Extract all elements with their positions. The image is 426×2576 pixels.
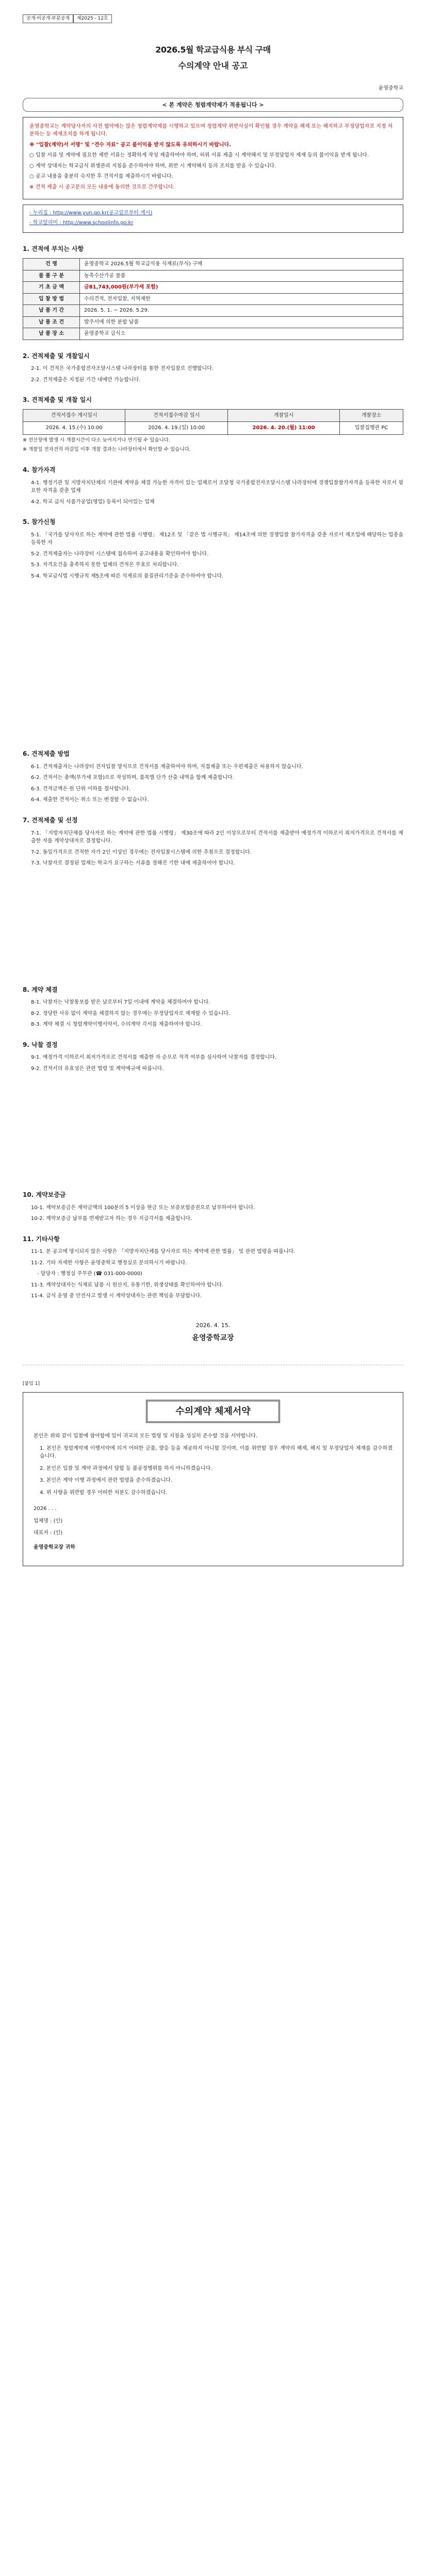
- blank-space: [23, 583, 403, 738]
- notice-line: ※ "입찰(계약)서 서명" 및 "견수 자료" 공고 불이익을 받지 않도록 유의하시기 바랍니다.: [29, 142, 231, 148]
- notice-line: ○ 계약 상대자는 학교급식 위생관리 지침을 준수하여야 하며, 위반 시 계약해지 등의 조치를 받을 수 있습니다.: [29, 163, 276, 169]
- pledge-company: 업체명 : (인): [34, 1518, 63, 1524]
- pledge-form-body: [23, 1428, 403, 1566]
- page-title: 2026.5월 학교급식용 부식 구매: [155, 44, 271, 55]
- section-4-heading: 4. 참가자격: [23, 466, 56, 474]
- section-8-line: 8-2. 정당한 사유 없이 계약을 체결하지 않는 경우에는 부정당업자로 제재할 수 있습니다.: [31, 1010, 231, 1016]
- section-7-line: 7-1. 「지방자치단체를 당사자로 하는 계약에 관한 법률 시행령」 제30조에 따라 2인 이상으로부터 견적서를 제출받아 예정가격 이하로서 최저가격으로 견적서를 제출한 자를 계약상대자로 결정합니다.: [31, 830, 403, 844]
- section-6-line: 6-3. 견적금액은 원 단위 이하를 절사합니다.: [31, 786, 131, 792]
- section-6-heading: 6. 견적제출 방법: [23, 750, 70, 758]
- integrity-notice-box: [23, 117, 403, 200]
- table-header-row: 견적서접수 개시일시 견적서접수마감 일시 개찰일시 개찰장소: [23, 409, 403, 422]
- tag-doc-number: 제2025 - 12호: [73, 14, 112, 23]
- section-4-line: 4-1. 행정기관 및 지방자치단체의 기관에 계약을 체결 가능한 자격이 있는 업체로서 조달청 국가종합전자조달시스템 나라장터에 경쟁입찰참가자격을 등록한 자로서 필요한 자격을 갖춘 업체: [31, 480, 403, 494]
- section-11-line: - 담당자 : 행정실 주무관 (☎ 031-000-0000): [37, 1271, 143, 1277]
- sign-org: 윤영중학교장: [192, 1333, 234, 1342]
- notice-line: ○ 공고 내용을 충분히 숙지한 후 견적서를 제출하시기 바랍니다.: [29, 174, 173, 180]
- integrity-notice-heading: < 본 계약은 청렴계약제가 적용됩니다 >: [23, 98, 403, 112]
- section-11-line: 11-3. 계약상대자는 식재료 납품 시 원산지, 유통기한, 위생상태를 확인하여야 합니다.: [31, 1282, 224, 1288]
- pledge-form-title: 수의계약 체제서약: [146, 1400, 280, 1423]
- section-7-line: 7-2. 동일가격으로 견적한 자가 2인 이상인 경우에는 전자입찰시스템에 의한 추첨으로 결정합니다.: [31, 849, 252, 855]
- table-row: 기 초 금 액 금81,743,000원(부가세 포함): [23, 282, 403, 294]
- section-11-line: 11-1. 본 공고에 명시되지 않은 사항은 「지방자치단체를 당사자로 하는 계약에 관한 법률」 및 관련 법령을 따릅니다.: [31, 1249, 296, 1255]
- section-5-line: 5-2. 견적제출자는 나라장터 시스템에 접속하여 공고내용을 확인하여야 합니다.: [31, 551, 209, 557]
- pledge-form: [23, 1392, 403, 1567]
- pledge-recipient: 윤영중학교장 귀하: [34, 1544, 75, 1550]
- section-3-heading: 3. 견적제출 및 개찰 일시: [23, 396, 92, 404]
- section-9-line: 9-2. 견적서의 유효성은 관련 법령 및 계약예규에 따릅니다.: [31, 1065, 164, 1072]
- schedule-note: ※ 전산장애 발생 시 개찰시간이 다소 늦어지거나 연기될 수 있습니다.: [23, 437, 170, 443]
- section-6-line: 6-1. 견적제출자는 나라장터 전자입찰 방식으로 견적서를 제출하여야 하며, 직접제출 또는 우편제출은 허용하지 않습니다.: [31, 764, 303, 770]
- section-2-line: 2-1. 이 견적은 국가종합전자조달시스템 나라장터를 통한 전자입찰로 진행합니다.: [31, 366, 214, 372]
- pledge-representative: 대표자 : (인): [34, 1530, 63, 1536]
- section-5-heading: 5. 참가신청: [23, 518, 56, 526]
- section-9-heading: 9. 낙찰 결정: [23, 1041, 58, 1048]
- section-6-line: 6-4. 제출한 견적서는 취소 또는 변경할 수 없습니다.: [31, 797, 149, 803]
- section-2-line: 2-2. 견적제출은 지정된 기간 내에만 가능합니다.: [31, 377, 141, 383]
- pledge-date: 2026 . . .: [34, 1506, 57, 1512]
- pledge-paragraph: 1. 본인은 청렴계약제 이행서약에 의거 어떠한 금품, 향응 등을 제공하지 아니할 것이며, 이를 위반할 경우 계약의 해제, 해지 및 부정당업자 제재를 감수하겠습니다.: [40, 1445, 392, 1460]
- doc-tags: [23, 14, 403, 23]
- section-7-line: 7-3. 낙찰자로 결정된 업체는 학교가 요구하는 서류를 정해진 기한 내에 제출하여야 합니다.: [31, 860, 235, 867]
- blank-space: [23, 871, 403, 974]
- section-9-line: 9-1. 예정가격 이하로서 최저가격으로 견적서를 제출한 자 순으로 적격 여부를 심사하여 낙찰자를 결정합니다.: [31, 1055, 277, 1061]
- table-row: 납 품 조 건 발주서에 의한 분할 납품: [23, 316, 403, 328]
- section-4-line: 4-2. 학교 급식 식품가공업(영업) 등록이 되어있는 업체: [31, 499, 155, 505]
- pledge-paragraph: 4. 위 사항을 위반할 경우 어떠한 처분도 감수하겠습니다.: [40, 1489, 168, 1496]
- table-row: 납 품 장 소 윤영중학교 급식소: [23, 328, 403, 340]
- section-10-heading: 10. 계약보증금: [23, 1191, 66, 1199]
- notice-line: ○ 입찰 서류 및 계약에 필요한 제반 서류는 정확하게 작성 제출하여야 하며, 허위 서류 제출 시 계약해지 및 부정당업자 제재 등의 불이익을 받게 됩니다.: [29, 152, 369, 159]
- table-row: 납 품 기 간 2026. 5. 1. ~ 2026. 5.29.: [23, 305, 403, 317]
- notice-line: 윤영중학교는 계약당사자의 사전 협약에는 않은 청렴계약제를 시행하고 있으며 청렴계약 위반사실이 확인될 경우 계약을 해제 또는 해지하고 부정당업자로 지정 처분하는 등 제재조치를 하게 됩니다.: [29, 123, 393, 138]
- schedule-table: [23, 409, 403, 435]
- pledge-paragraph: 본인은 위와 같이 입찰에 참여함에 있어 귀교의 모든 법령 및 지침을 성실히 준수할 것을 서약합니다.: [34, 1433, 258, 1439]
- table-row: 건 명 윤영중학교 2026.5월 학교급식용 식재료(부식) 구매: [23, 259, 403, 270]
- section-10-line: 10-2. 계약보증금 납부를 면제받고자 하는 경우 지급각서를 제출합니다.: [31, 1216, 192, 1222]
- tag-disclosure: 공개·비공개·부분공개: [23, 14, 73, 23]
- sign-date: 2026. 4. 15.: [195, 1321, 231, 1329]
- table-row: 입 찰 방 법 수의견적, 전자입찰, 지역제한: [23, 293, 403, 305]
- sign-block: [23, 1321, 403, 1344]
- attachment-label: [붙임 1]: [23, 1381, 40, 1386]
- pledge-sign-block: [34, 1505, 392, 1537]
- blank-space: [23, 1076, 403, 1179]
- section-11-heading: 11. 기타사항: [23, 1235, 60, 1243]
- notice-line: ※ 견적 제출 시 공고문의 모든 내용에 동의한 것으로 간주합니다.: [29, 184, 175, 190]
- title-block: [23, 44, 403, 73]
- schedule-note: ※ 개찰일 전자견적 마감일 이후 개찰 결과는 나라장터에서 확인할 수 있습니다.: [23, 447, 191, 453]
- links-box: [23, 205, 403, 233]
- pledge-paragraph: 3. 본인은 계약 이행 과정에서 관련 법령을 준수하겠습니다.: [40, 1478, 173, 1484]
- section-11-line: 11-2. 기타 자세한 사항은 윤영중학교 행정실로 문의하시기 바랍니다.: [31, 1260, 187, 1266]
- pledge-paragraph: 2. 본인은 입찰 및 계약 과정에서 담합 등 불공정행위를 하지 아니하겠습니다.: [40, 1465, 212, 1471]
- section-8-heading: 8. 계약 체결: [23, 986, 58, 993]
- section-5-line: 5-3. 자격요건을 충족하지 못한 업체의 견적은 무효로 처리합니다.: [31, 562, 179, 568]
- homepage-link[interactable]: - 누리집 : http://www.yun.go.kr(공고일로부터 게시): [29, 210, 153, 216]
- table-row: 2026. 4. 15.(수) 10:00 2026. 4. 19.(일) 10:00 2026. 4. 20.(월) 11:00 입찰집행관 PC: [23, 422, 403, 435]
- section-1-heading: 1. 견적에 부치는 사항: [23, 245, 84, 253]
- section-2-heading: 2. 견적제출 및 개찰일시: [23, 352, 90, 360]
- schoolinfo-link[interactable]: - 학교알리미 : http://www.schoolinfo.go.kr: [29, 219, 134, 226]
- page-subtitle: 수의계약 안내 공고: [178, 60, 248, 71]
- procurement-info-table: [23, 258, 403, 340]
- section-8-line: 8-3. 계약 체결 시 청렴계약이행서약서, 수의계약 각서를 제출하여야 합니다.: [31, 1022, 202, 1028]
- section-10-line: 10-1. 계약보증금은 계약금액의 100분의 5 이상을 현금 또는 보증보험증권으로 납부하여야 합니다.: [31, 1205, 255, 1211]
- section-8-line: 8-1. 낙찰자는 낙찰통보를 받은 날로부터 7일 이내에 계약을 체결하여야 합니다.: [31, 999, 210, 1006]
- section-5-line: 5-4. 학교급식법 시행규칙 제5조에 따른 식재료의 품질관리기준을 준수하여야 합니다.: [31, 573, 224, 579]
- section-5-line: 5-1. 「국가를 당사자로 하는 계약에 관한 법률 시행령」 제12조 및 「같은 법 시행규칙」 제14조에 의한 경쟁입찰 참가자격을 갖춘 자로서 제조업에 해당하는 업종을 등록한 자: [31, 532, 403, 546]
- section-6-line: 6-2. 견적서는 총액(부가세 포함)으로 작성하며, 품목별 단가 산출 내역을 함께 제출합니다.: [31, 775, 234, 781]
- table-row: 물 품 구 분 농축수산가공 물품: [23, 270, 403, 282]
- issuer-top: 윤영중학교: [378, 86, 403, 92]
- section-11-line: 11-4. 급식 운영 중 안전사고 발생 시 계약상대자는 관련 책임을 부담합니다.: [31, 1293, 202, 1299]
- section-7-heading: 7. 견적제출 및 선정: [23, 816, 78, 824]
